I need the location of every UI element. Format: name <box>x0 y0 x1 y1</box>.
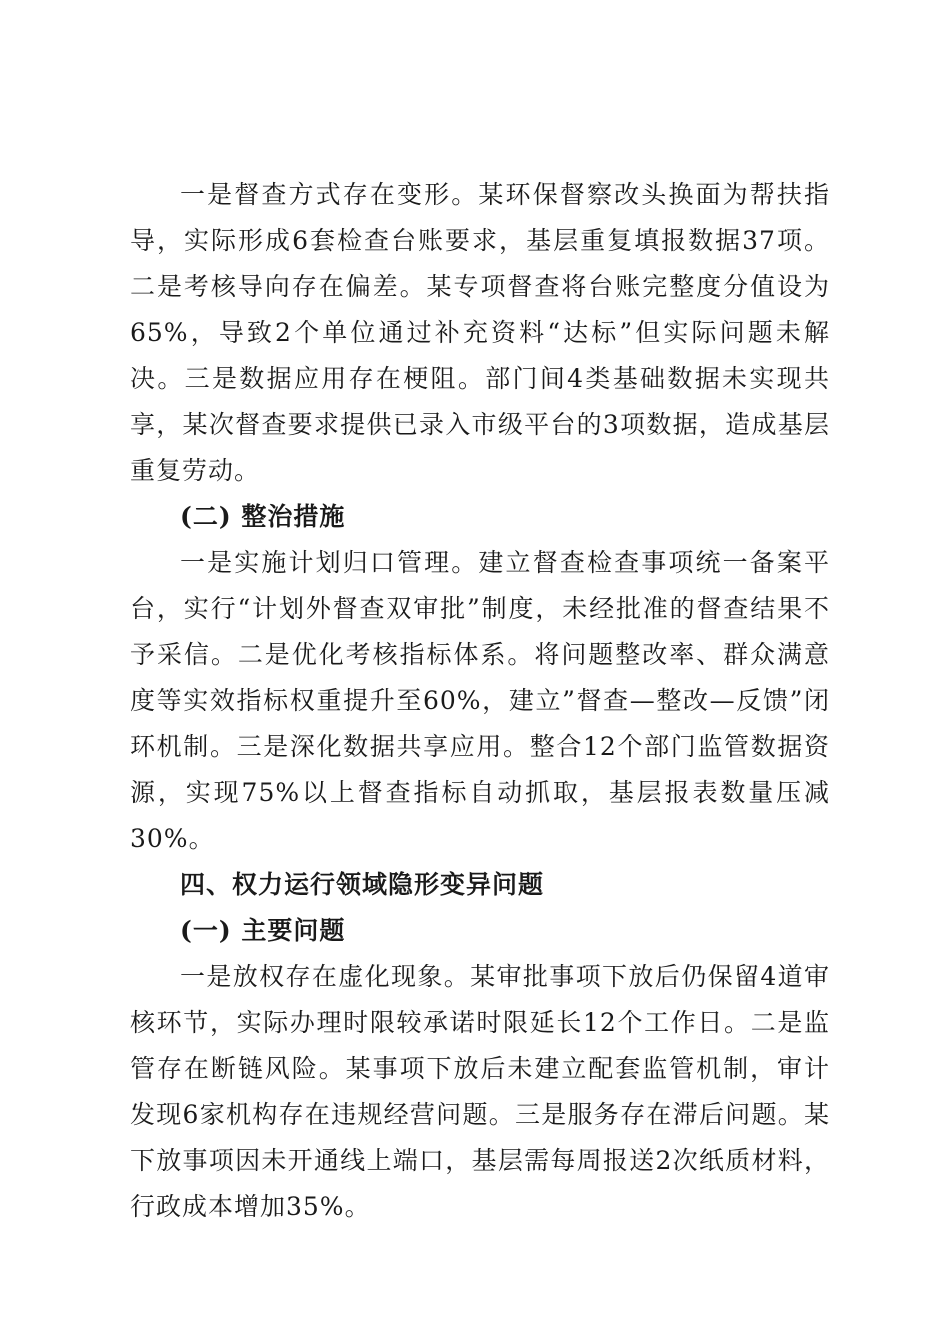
subheading-main-problems: (一) 主要问题 <box>180 916 346 945</box>
subheading-remedy-measures: (二) 整治措施 <box>180 502 346 531</box>
paragraph-supervision-issues: 一是督查方式存在变形。某环保督察改头换面为帮扶指导，实际形成6套检查台账要求，基层重复填报数据37项。二是考核导向存在偏差。某专项督查将台账完整度分值设为65%，导致2个单位通过补充资料“达标”但实际问题未解决。三是数据应用存在梗阻。部门间4类基础数据未实现共享，某次督查要求提供已录入市级平台的3项数据，造成基层重复劳动。 <box>130 180 830 485</box>
paragraph-main-problems: 一是放权存在虚化现象。某审批事项下放后仍保留4道审核环节，实际办理时限较承诺时限延长12个工作日。二是监管存在断链风险。某事项下放后未建立配套监管机制，审计发现6家机构存在违规经营问题。三是服务存在滞后问题。某下放事项因未开通线上端口，基层需每周报送2次纸质材料，行政成本增加35%。 <box>130 962 830 1221</box>
document-body <box>130 172 830 1230</box>
paragraph-remedy-measures: 一是实施计划归口管理。建立督查检查事项统一备案平台，实行“计划外督查双审批”制度，未经批准的督查结果不予采信。二是优化考核指标体系。将问题整改率、群众满意度等实效指标权重提升至60%，建立”督查—整改—反馈”闭环机制。三是深化数据共享应用。整合12个部门监管数据资源，实现75%以上督查指标自动抓取，基层报表数量压减30%。 <box>130 548 830 853</box>
section-heading-power-operation: 四、权力运行领域隐形变异问题 <box>180 870 545 899</box>
